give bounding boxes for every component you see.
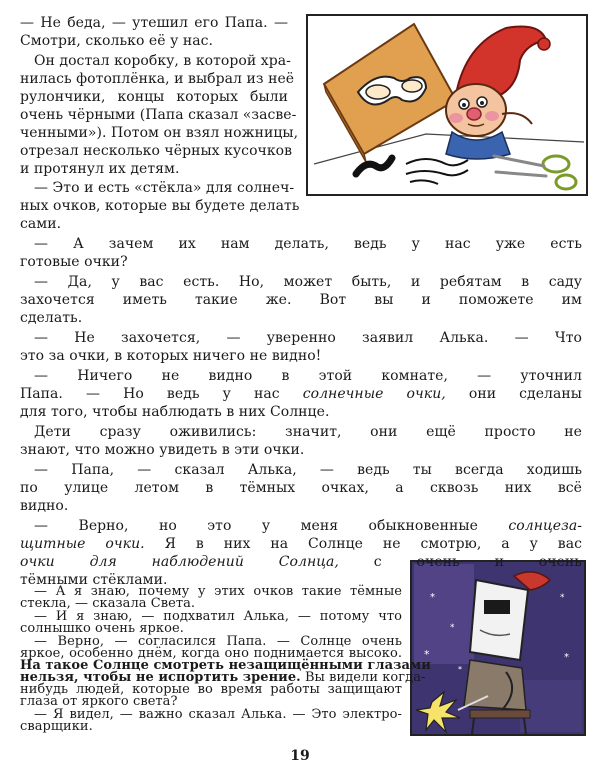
text-line: яркое, особенно днём, когда оно поднимается высоко. <box>20 646 402 661</box>
svg-text:*: * <box>450 623 455 633</box>
page-number: 19 <box>290 748 310 764</box>
text-line: по улице летом в тёмных очках, а сквозь них всё <box>20 480 582 496</box>
text-line: готовые очки? <box>20 254 128 270</box>
text-line: сделать. <box>20 310 83 326</box>
text-line: солнышко очень яркое. <box>20 621 184 636</box>
text-line: — Папа, — сказал Алька, — ведь ты всегда ходишь <box>34 462 582 478</box>
bold-warning: На такое Солнце смотреть незащищёнными глазами <box>20 658 431 673</box>
italic-term: очки для наблюдений Солнца, <box>20 554 339 570</box>
text-line: сами. <box>20 216 62 232</box>
text-line: знают, что можно увидеть в эти очки. <box>20 442 305 458</box>
text-line: Он достал коробку, в которой хра- <box>34 53 291 69</box>
text-line: нилась фотоплёнка, и выбрал из неё <box>20 71 295 87</box>
text-line: — Не беда, — утешил его Папа. — <box>20 15 288 31</box>
italic-term: щитные очки. <box>20 536 145 552</box>
text-line: рулончики, концы которых были <box>20 89 288 105</box>
text-line: — А я знаю, почему у этих очков такие тёмные <box>34 584 402 599</box>
italic-term: солнцеза- <box>508 518 582 534</box>
svg-text:*: * <box>564 652 569 663</box>
text-line: отрезал несколько чёрных кусочков <box>20 143 293 159</box>
text-line: захочется иметь такие же. Вот вы и поможете им <box>20 292 582 308</box>
text-line: Дети сразу оживились: значит, они ещё просто не <box>34 424 582 440</box>
text-line: ченными»). Потом он взял ножницы, <box>20 125 299 141</box>
text-line <box>20 385 582 403</box>
text-line: — Не захочется, — уверенно заявил Алька. — Что <box>34 330 582 346</box>
text-line <box>20 553 582 571</box>
text-line: — А зачем их нам делать, ведь у нас уже есть <box>34 236 582 252</box>
text-line: — Верно, — согласился Папа. — Солнце очень <box>34 634 402 649</box>
text-line <box>20 517 582 535</box>
text-line: стекла, — сказала Света. <box>20 596 196 611</box>
text-line: видно. <box>20 498 69 514</box>
text-line: — Ничего не видно в этой комнате, — уточнил <box>34 368 582 384</box>
text-line: — Я видел, — важно сказал Алька. — Это электро- <box>34 707 402 722</box>
text-line: — Да, у вас есть. Но, может быть, и ребятам в саду <box>34 274 582 290</box>
text-line: очень чёрными (Папа сказал «засве- <box>20 107 297 123</box>
text-line: сварщики. <box>20 719 93 734</box>
text-line: нибудь людей, которые во время работы защищают <box>20 682 402 697</box>
svg-text:*: * <box>458 665 462 674</box>
text-line: тёмными стёклами. <box>20 572 168 588</box>
text-line: — И я знаю, — подхватил Алька, — потому что <box>34 609 402 624</box>
text-segment: они сделаны <box>468 386 582 402</box>
text-segment: — Верно, но это у меня обыкновенные <box>34 518 478 534</box>
bold-warning: нельзя, чтобы не испортить зрение. <box>20 670 301 685</box>
svg-text:*: * <box>424 648 430 661</box>
text-segment: Папа. — Но ведь у нас <box>20 386 280 402</box>
italic-term: солнечные очки, <box>302 386 446 402</box>
text-line: ных очков, которые вы будете делать <box>20 198 300 214</box>
gnome-film-illustration <box>306 14 588 196</box>
text-line <box>20 535 582 553</box>
text-line: — Это и есть «стёкла» для солнеч- <box>34 180 295 196</box>
text-line: и протянул их детям. <box>20 161 180 177</box>
text-segment: Я в них на Солнце не смотрю, а у вас <box>164 536 583 552</box>
svg-text:*: * <box>560 593 565 603</box>
text-line: это за очки, в которых ничего не видно! <box>20 348 322 364</box>
text-line: глаза от яркого света? <box>20 694 178 709</box>
text-line: Смотри, сколько её у нас. <box>20 33 214 49</box>
text-line: для того, чтобы наблюдать в них Солнце. <box>20 404 330 420</box>
svg-text:*: * <box>430 592 435 603</box>
text-segment: Вы видели когда- <box>304 670 426 685</box>
text-segment: с очень и очень <box>373 554 582 570</box>
